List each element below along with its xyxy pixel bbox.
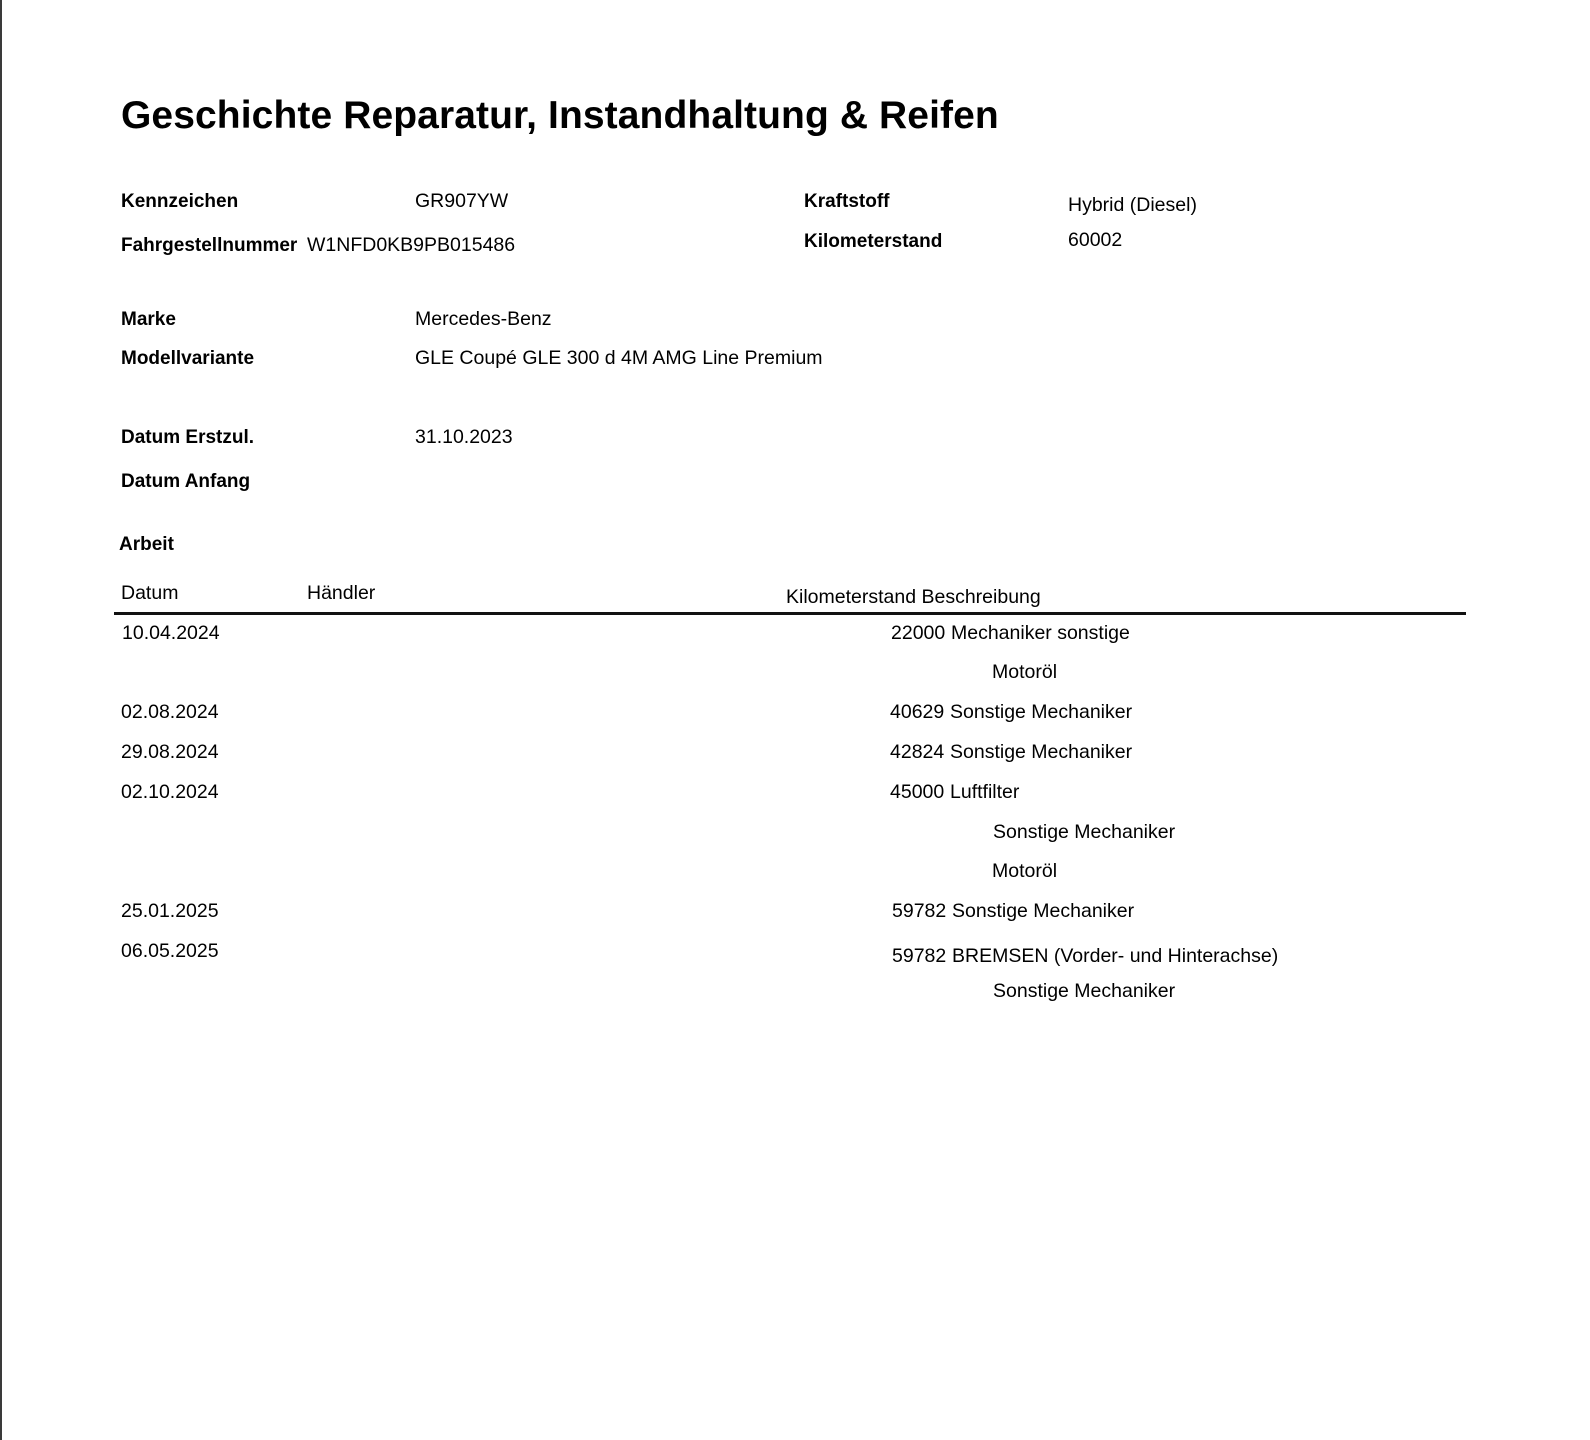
table-header-rule xyxy=(114,612,1466,615)
row-beschreibung: Sonstige Mechaniker xyxy=(993,821,1176,843)
kilometerstand-label: Kilometerstand xyxy=(804,231,943,252)
fahrgestellnummer-label: Fahrgestellnummer xyxy=(121,235,298,256)
kilometerstand-value: 60002 xyxy=(1068,229,1123,251)
row-beschreibung: Sonstige Mechaniker xyxy=(950,741,1133,763)
row-beschreibung: Motoröl xyxy=(992,860,1058,882)
row-beschreibung: Sonstige Mechaniker xyxy=(950,701,1133,723)
row-beschreibung: Mechaniker sonstige xyxy=(951,622,1130,644)
column-header-haendler: Händler xyxy=(307,582,376,604)
datum-erstzul-label: Datum Erstzul. xyxy=(121,427,255,448)
row-datum: 10.04.2024 xyxy=(122,622,220,644)
arbeit-section-label: Arbeit xyxy=(119,534,174,555)
row-beschreibung: Sonstige Mechaniker xyxy=(993,980,1176,1002)
datum-anfang-label: Datum Anfang xyxy=(121,471,251,492)
page-title: Geschichte Reparatur, Instandhaltung & Reifen xyxy=(121,94,999,137)
row-beschreibung: Motoröl xyxy=(992,661,1058,683)
marke-label: Marke xyxy=(121,309,176,330)
row-datum: 25.01.2025 xyxy=(121,900,219,922)
row-km: 42824 xyxy=(890,741,945,763)
row-datum: 02.10.2024 xyxy=(121,781,219,803)
row-beschreibung: BREMSEN (Vorder- und Hinterachse) xyxy=(952,945,1279,967)
marke-value: Mercedes-Benz xyxy=(415,308,552,330)
page-left-border xyxy=(0,0,2,1440)
row-beschreibung: Luftfilter xyxy=(950,781,1020,803)
column-header-datum: Datum xyxy=(121,582,179,604)
kraftstoff-value: Hybrid (Diesel) xyxy=(1068,194,1197,216)
kennzeichen-value: GR907YW xyxy=(415,190,509,212)
row-km: 22000 xyxy=(891,622,946,644)
row-datum: 29.08.2024 xyxy=(121,741,219,763)
kennzeichen-label: Kennzeichen xyxy=(121,191,239,212)
fahrgestellnummer-value: W1NFD0KB9PB015486 xyxy=(307,234,516,256)
modellvariante-value: GLE Coupé GLE 300 d 4M AMG Line Premium xyxy=(415,347,823,369)
row-datum: 06.05.2025 xyxy=(121,940,219,962)
row-km: 59782 xyxy=(892,900,947,922)
datum-erstzul-value: 31.10.2023 xyxy=(415,426,513,448)
row-km: 40629 xyxy=(890,701,945,723)
row-km: 45000 xyxy=(890,781,945,803)
row-datum: 02.08.2024 xyxy=(121,701,219,723)
kraftstoff-label: Kraftstoff xyxy=(804,191,890,212)
column-header-km-beschreibung: Kilometerstand Beschreibung xyxy=(786,586,1041,608)
row-beschreibung: Sonstige Mechaniker xyxy=(952,900,1135,922)
row-km: 59782 xyxy=(892,945,947,967)
modellvariante-label: Modellvariante xyxy=(121,348,255,369)
